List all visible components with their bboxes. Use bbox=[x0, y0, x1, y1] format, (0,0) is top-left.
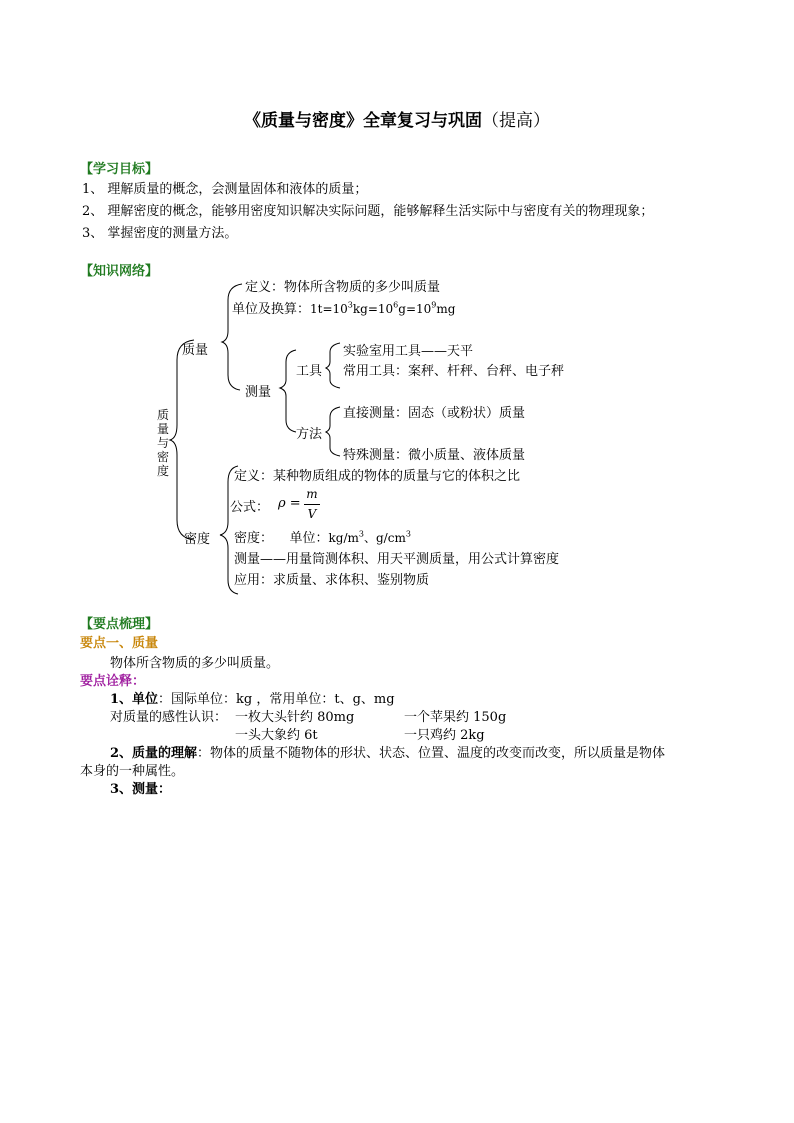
brace-methods bbox=[326, 407, 340, 456]
explain-2-line2: 本身的一种属性。 bbox=[80, 764, 185, 779]
density-definition: 定义：某种物质组成的物体的质量与它的体积之比 bbox=[234, 469, 521, 484]
node-methods: 方法 bbox=[296, 427, 323, 442]
method-item-2: 特殊测量：微小质量、液体质量 bbox=[343, 448, 526, 463]
node-mass: 质量 bbox=[182, 343, 209, 358]
network-root: 质量与密度 bbox=[156, 408, 169, 478]
density-formula-label: 公式： bbox=[230, 500, 270, 515]
explain-title: 要点诠释： bbox=[80, 674, 146, 689]
explain-3: 3、测量： bbox=[110, 782, 172, 797]
density-formula-den: V bbox=[307, 507, 317, 521]
mass-unit: 单位及换算：$1t=10^3kg=10^6g=10^9mg$ bbox=[232, 300, 456, 317]
point1-text: 物体所含物质的多少叫质量。 bbox=[110, 656, 280, 671]
method-item-1: 直接测量：固态（或粉状）质量 bbox=[343, 406, 526, 421]
brace-root bbox=[170, 340, 194, 540]
mass-definition: 定义：物体所含物质的多少叫质量 bbox=[245, 280, 441, 295]
node-measure: 测量 bbox=[245, 385, 272, 400]
explain-2-line1: 2、质量的理解：物体的质量不随物体的形状、状态、位置、温度的改变而改变，所以质量是物体 bbox=[110, 746, 666, 761]
density-unit: 密度： 单位：$kg/m^3$、$g/cm^3$ bbox=[234, 529, 411, 546]
goal-item-1: 1、 理解质量的概念，会测量固体和液体的质量； bbox=[82, 182, 368, 197]
sense-apple: 一个苹果约 150g bbox=[404, 710, 507, 725]
density-apply: 应用：求质量、求体积、鉴别物质 bbox=[234, 573, 430, 588]
explain-1-sense-label: 对质量的感性认识： bbox=[110, 710, 228, 725]
tool-item-2: 常用工具：案秤、杆秤、台秤、电子秤 bbox=[343, 364, 565, 379]
density-formula-num: m bbox=[306, 487, 318, 501]
fraction-bar bbox=[304, 504, 320, 505]
density-formula-lhs: ρ = bbox=[278, 496, 301, 511]
tool-item-1: 实验室用工具——天平 bbox=[343, 344, 474, 359]
goal-item-3: 3、 掌握密度的测量方法。 bbox=[82, 226, 238, 241]
goal-item-2: 2、 理解密度的概念，能够用密度知识解决实际问题，能够解释生活实际中与密度有关的物理现象； bbox=[82, 204, 654, 219]
node-tools: 工具 bbox=[296, 364, 323, 379]
network-heading: 【知识网络】 bbox=[80, 264, 159, 279]
explain-1: 1、单位：国际单位：kg ，常用单位：t、g、mg bbox=[110, 692, 395, 707]
sense-chicken: 一只鸡约 2kg bbox=[404, 728, 485, 743]
point1-title: 要点一、质量 bbox=[80, 636, 159, 651]
brace-tools bbox=[326, 343, 340, 388]
points-heading: 【要点梳理】 bbox=[80, 617, 159, 632]
node-density: 密度 bbox=[184, 532, 211, 547]
title-main: 《质量与密度》全章复习与巩固 bbox=[244, 111, 482, 131]
goals-heading: 【学习目标】 bbox=[80, 162, 159, 177]
sense-elephant: 一头大象约 6t bbox=[235, 728, 318, 743]
brace-measure bbox=[280, 350, 296, 432]
density-measure: 测量——用量筒测体积、用天平测质量，用公式计算密度 bbox=[234, 552, 560, 567]
sense-pin: 一枚大头针约 80mg bbox=[235, 710, 355, 725]
title-paren: （提高） bbox=[482, 111, 550, 131]
